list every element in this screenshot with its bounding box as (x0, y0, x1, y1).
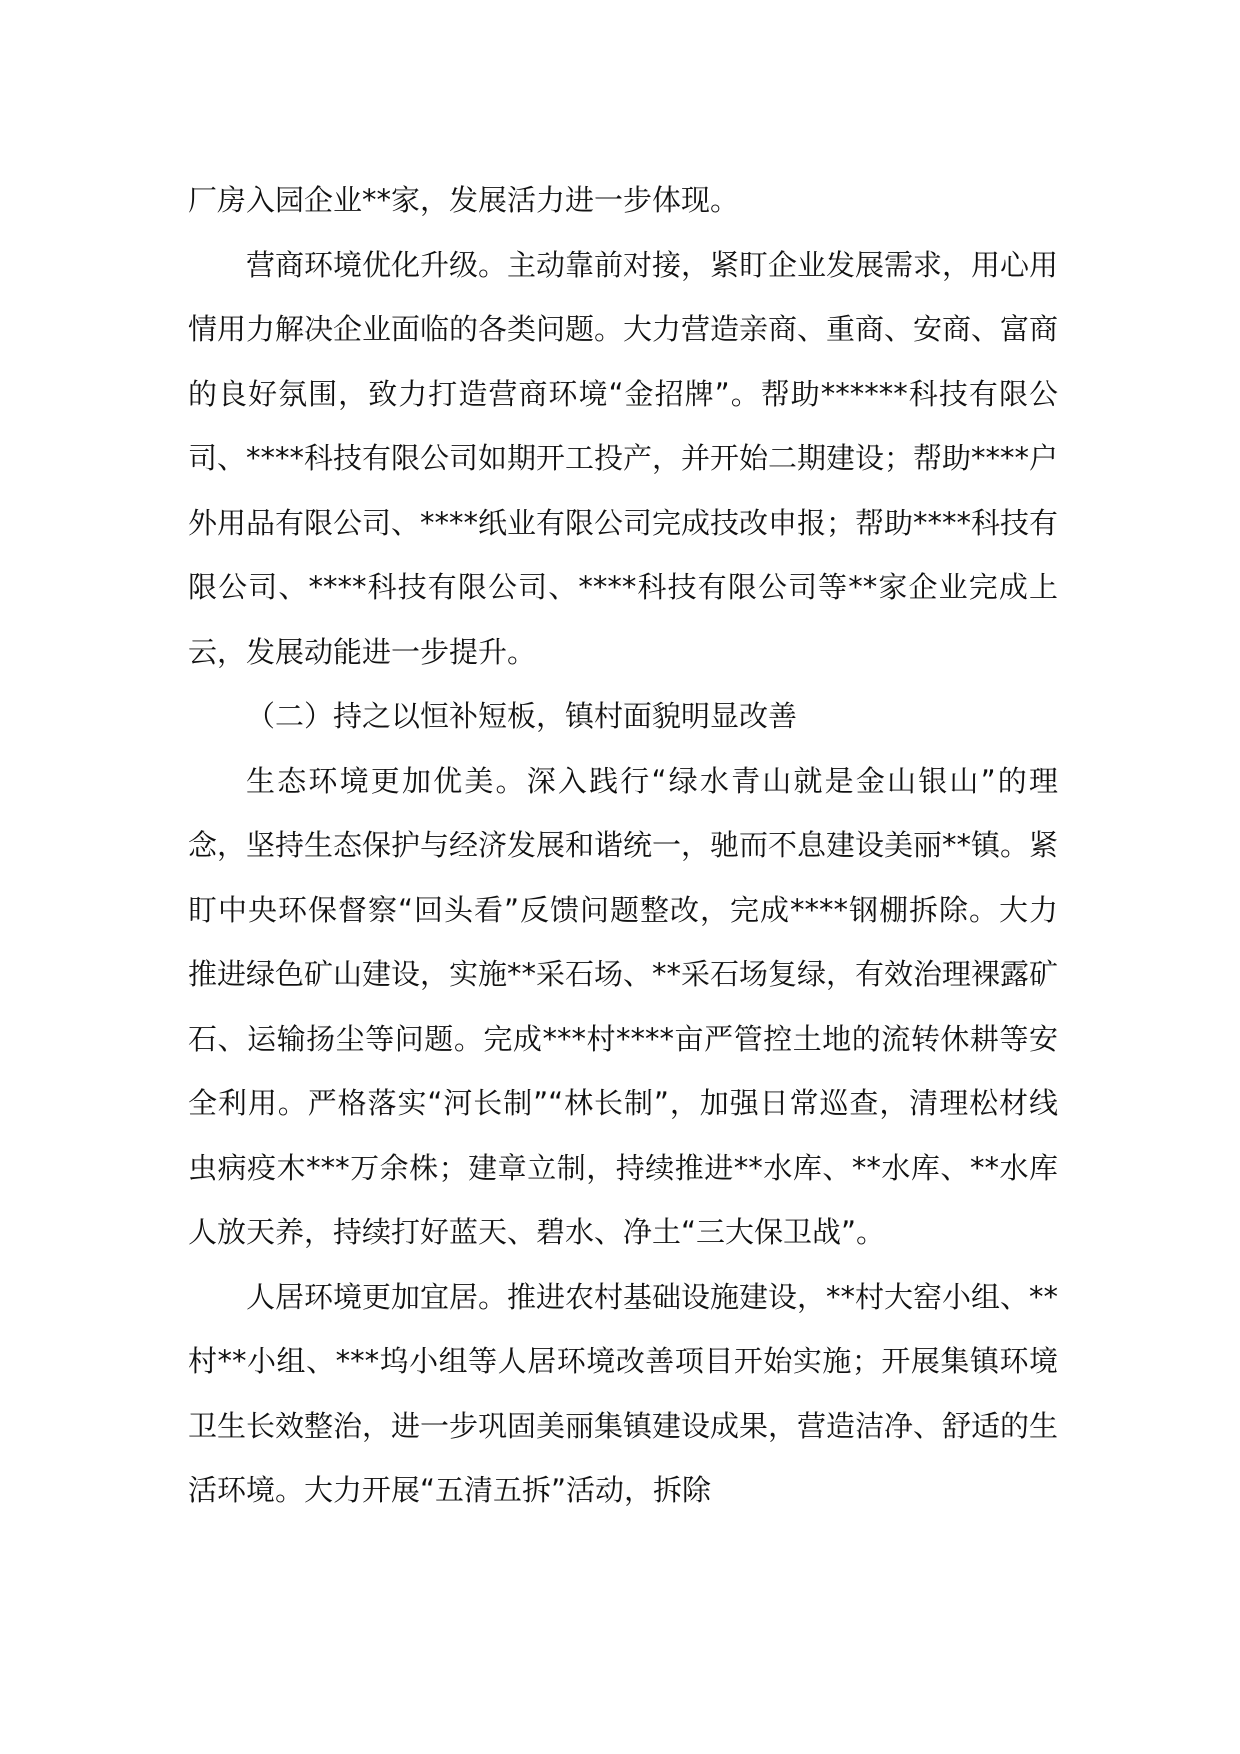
paragraph-living-environment: 人居环境更加宜居。推进农村基础设施建设，**村大窑小组、**村**小组、***坞小组等人居环境改善项目开始实施；开展集镇环境卫生长效整治，进一步巩固美丽集镇建设成果，营造洁净、舒适的生活环境。大力开展“五清五拆”活动，拆除 (188, 1279, 1059, 1507)
section-heading: （二）持之以恒补短板，镇村面貌明显改善 (246, 699, 798, 733)
document-body (188, 168, 1058, 1523)
paragraph-ecological-environment: 生态环境更加优美。深入践行“绿水青山就是金山银山”的理念，坚持生态保护与经济发展和谐统一，驰而不息建设美丽**镇。紧盯中央环保督察“回头看”反馈问题整改，完成****钢棚拆除。大力推进绿色矿山建设，实施**采石场、**采石场复绿，有效治理裸露矿石、运输扬尘等问题。完成***村****亩严管控土地的流转休耕等安全利用。严格落实“河长制”“林长制”，加强日常巡查，清理松材线虫病疫木***万余株；建章立制，持续推进**水库、**水库、**水库人放天养，持续打好蓝天、碧水、净土“三大保卫战”。 (188, 763, 1059, 1249)
paragraph-continuation: 厂房入园企业**家，发展活力进一步体现。 (188, 183, 740, 217)
paragraph-business-environment: 营商环境优化升级。主动靠前对接，紧盯企业发展需求，用心用情用力解决企业面临的各类问题。大力营造亲商、重商、安商、富商的良好氛围，致力打造营商环境“金招牌”。帮助******科技有限公司、****科技有限公司如期开工投产，并开始二期建设；帮助****户外用品有限公司、****纸业有限公司完成技改申报；帮助****科技有限公司、****科技有限公司、****科技有限公司等**家企业完成上云，发展动能进一步提升。 (188, 247, 1059, 669)
